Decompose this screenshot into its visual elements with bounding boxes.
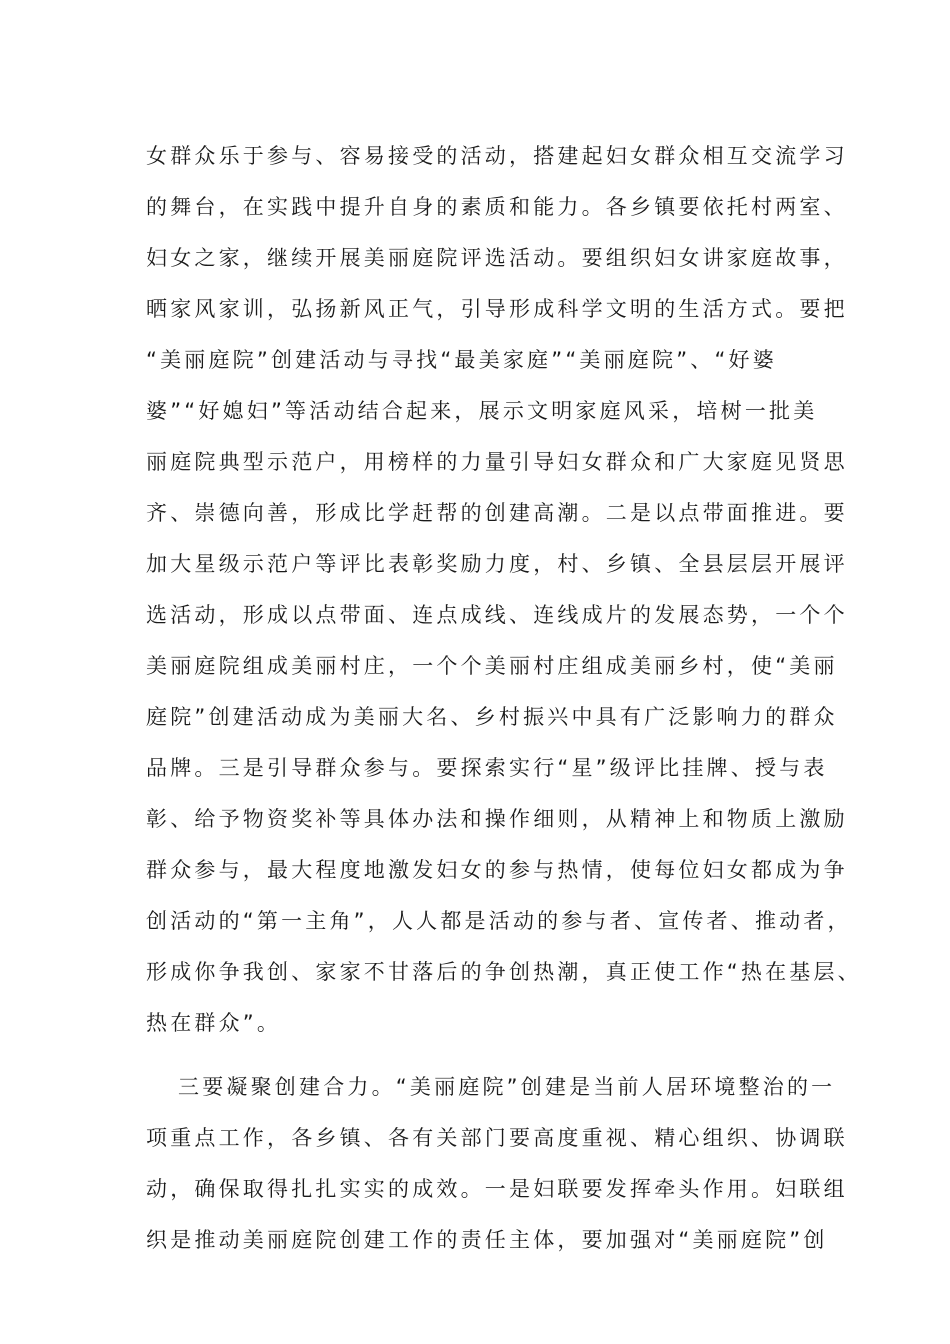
text-line: 动，确保取得扎扎实实的成效。一是妇联要发挥牵头作用。妇联组 [146,1177,848,1201]
paragraph-1 [146,131,862,1049]
text-line: 婆”“好媳妇”等活动结合起来，展示文明家庭风采，培树一批美 [146,399,818,423]
text-line: 齐、崇德向善，形成比学赶帮的创建高潮。二是以点带面推进。要 [146,501,848,525]
body-text [146,131,862,1266]
text-line: 织是推动美丽庭院创建工作的责任主体，要加强对“美丽庭院”创 [146,1228,828,1252]
text-line: “美丽庭院”创建活动与寻找“最美家庭”“美丽庭院”、“好婆 [146,348,777,372]
text-line: 选活动，形成以点带面、连点成线、连线成片的发展态势，一个个 [146,603,848,627]
text-line: 彰、给予物资奖补等具体办法和操作细则，从精神上和物质上激励 [146,807,848,831]
text-line: 晒家风家训，弘扬新风正气，引导形成科学文明的生活方式。要把 [146,297,848,321]
text-line: 三要凝聚创建合力。“美丽庭院”创建是当前人居环境整治的一 [178,1075,836,1099]
text-line: 热在群众”。 [146,1011,282,1035]
text-line: 加大星级示范户等评比表彰奖励力度，村、乡镇、全县层层开展评 [146,552,848,576]
text-line: 形成你争我创、家家不甘落后的争创热潮，真正使工作“热在基层、 [146,960,862,984]
text-line: 丽庭院典型示范户，用榜样的力量引导妇女群众和广大家庭见贤思 [146,450,848,474]
text-line: 的舞台，在实践中提升自身的素质和能力。各乡镇要依托村两室、 [146,195,848,219]
text-line: 创活动的“第一主角”，人人都是活动的参与者、宣传者、推动者， [146,909,852,933]
text-line: 妇女之家，继续开展美丽庭院评选活动。要组织妇女讲家庭故事， [146,246,848,270]
text-line: 女群众乐于参与、容易接受的活动，搭建起妇女群众相互交流学习 [146,144,848,168]
text-line: 群众参与，最大程度地激发妇女的参与热情，使每位妇女都成为争 [146,858,848,882]
text-line: 庭院”创建活动成为美丽大名、乡村振兴中具有广泛影响力的群众 [146,705,838,729]
text-line: 品牌。三是引导群众参与。要探索实行“星”级评比挂牌、授与表 [146,756,828,780]
text-line: 美丽庭院组成美丽村庄，一个个美丽村庄组成美丽乡村，使“美丽 [146,654,838,678]
paragraph-2 [146,1062,848,1266]
text-line: 项重点工作，各乡镇、各有关部门要高度重视、精心组织、协调联 [146,1126,848,1150]
